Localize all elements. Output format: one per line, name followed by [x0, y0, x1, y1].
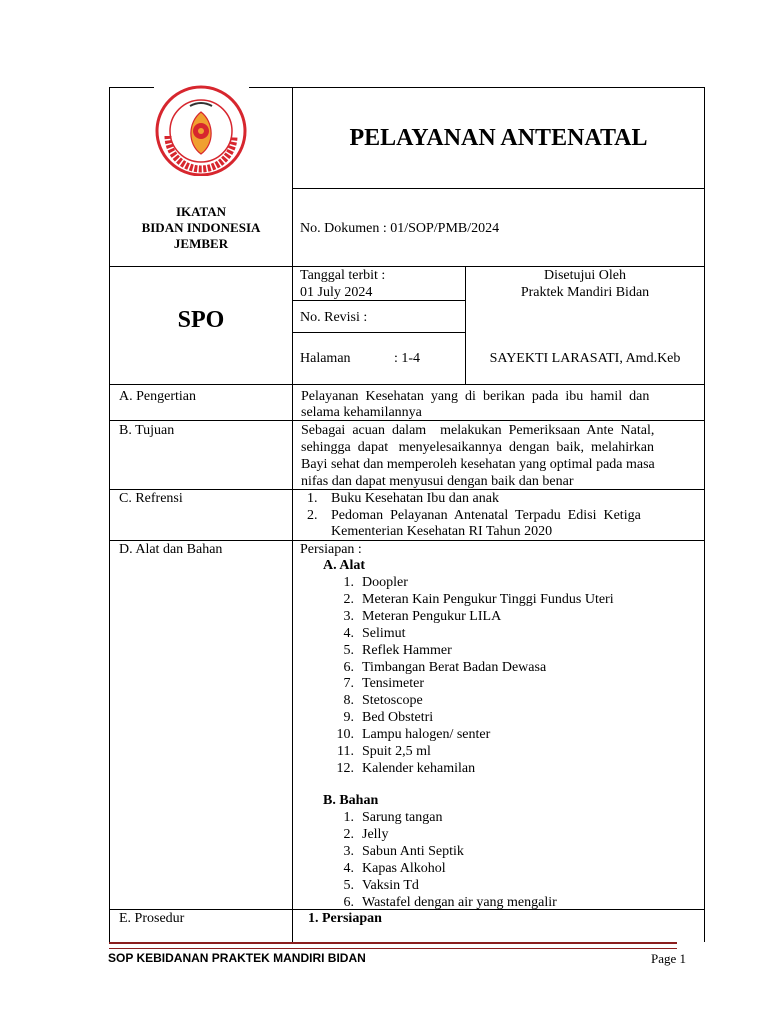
list-item-number: 6. — [343, 894, 354, 910]
list-item — [330, 709, 690, 726]
issue-date-label: Tanggal terbit : — [300, 268, 386, 283]
list-item — [330, 894, 690, 911]
pages-label: Halaman — [300, 351, 351, 366]
preparation-intro: Persiapan : — [300, 542, 362, 557]
org-name-line2: BIDAN INDONESIA — [141, 220, 261, 235]
footer-title: SOP KEBIDANAN PRAKTEK MANDIRI BIDAN — [108, 951, 366, 965]
list-item — [330, 692, 690, 709]
list-item-number: 9. — [343, 710, 354, 726]
section-d-label: D. Alat dan Bahan — [119, 542, 223, 557]
page-title: PELAYANAN ANTENATAL — [349, 125, 648, 151]
list-item — [330, 843, 690, 860]
list-item-number: 1. — [343, 575, 354, 590]
ref-item-1: Buku Kesehatan Ibu dan anak — [331, 491, 499, 506]
list-item — [330, 574, 690, 591]
ibi-logo — [152, 84, 250, 176]
list-item — [330, 877, 690, 894]
section-b-line1: Sebagai acuan dalam melakukan Pemeriksaan Ante Natal, — [301, 423, 655, 438]
list-item-text: Lampu halogen/ senter — [362, 727, 491, 743]
list-item — [330, 675, 690, 692]
section-b-line2: sehingga dapat menyelesaikannya dengan baik, melahirkan — [301, 440, 654, 455]
alat-heading: A. Alat — [323, 558, 365, 573]
section-b-line4: nifas dan dapat menyusui dengan baik dan benar — [301, 474, 574, 489]
section-b-line3: Bayi sehat dan memperoleh kesehatan yang optimal pada masa — [301, 457, 655, 472]
list-item-number: 6. — [343, 659, 354, 675]
list-item — [330, 860, 690, 877]
list-item-text: Tensimeter — [362, 676, 424, 692]
section-e-label: E. Prosedur — [119, 911, 185, 926]
bahan-heading: B. Bahan — [323, 793, 379, 808]
list-item-number: 4. — [343, 860, 354, 876]
list-item — [330, 591, 690, 608]
list-item-number: 4. — [343, 625, 354, 641]
approved-org: Praktek Mandiri Bidan — [520, 285, 650, 300]
ref-item-2: Pedoman Pelayanan Antenatal Terpadu Edisi Ketiga — [331, 508, 641, 523]
section-c-label: C. Refrensi — [119, 491, 183, 506]
list-item — [330, 659, 690, 676]
org-name-line1: IKATAN — [175, 204, 227, 219]
list-item — [330, 625, 690, 642]
list-item-text: Timbangan Berat Badan Dewasa — [362, 659, 547, 675]
list-item-text: Vaksin Td — [362, 877, 419, 893]
list-item-text: Selimut — [362, 625, 406, 641]
list-item-number: 5. — [343, 877, 354, 893]
list-item-text: Bed Obstetri — [362, 710, 434, 726]
list-item-text: Jelly — [362, 826, 389, 842]
list-item — [330, 642, 690, 659]
list-item — [330, 608, 690, 625]
list-item-number: 1. — [343, 810, 354, 825]
list-item — [330, 760, 690, 777]
section-b-label: B. Tujuan — [119, 423, 175, 438]
list-item-number: 7. — [343, 676, 354, 692]
ref-num-2: 2. — [307, 508, 318, 523]
list-item-number: 8. — [343, 693, 354, 709]
list-item-text: Sabun Anti Septik — [362, 843, 464, 859]
procedure-step-1: 1. Persiapan — [308, 911, 382, 926]
list-item-text: Meteran Pengukur LILA — [362, 608, 502, 624]
list-item — [330, 743, 690, 760]
list-item-number: 3. — [343, 843, 354, 859]
list-item-text: Reflek Hammer — [362, 642, 452, 658]
approved-label: Disetujui Oleh — [543, 268, 627, 283]
list-item — [330, 726, 690, 743]
section-a-label: A. Pengertian — [119, 389, 196, 404]
list-item-number: 10. — [336, 727, 354, 743]
list-item-text: Kalender kehamilan — [362, 760, 476, 776]
page-number: Page 1 — [651, 951, 687, 966]
ref-num-1: 1. — [307, 491, 318, 506]
list-item-number: 12. — [336, 760, 354, 776]
ref-item-2-cont: Kementerian Kesehatan RI Tahun 2020 — [331, 524, 553, 539]
list-item-number: 11. — [337, 744, 354, 759]
list-item — [330, 826, 690, 843]
list-item-number: 2. — [343, 591, 354, 607]
list-item-number: 2. — [343, 826, 354, 842]
list-item-text: Stetoscope — [362, 693, 423, 709]
list-item-text: Spuit 2,5 ml — [362, 744, 431, 759]
list-item — [330, 809, 690, 826]
org-name-line3: JEMBER — [173, 236, 229, 251]
issue-date: 01 July 2024 — [300, 285, 373, 300]
doc-number: No. Dokumen : 01/SOP/PMB/2024 — [300, 221, 500, 236]
revision: No. Revisi : — [300, 310, 368, 325]
list-item-number: 3. — [343, 608, 354, 624]
section-a-line1: Pelayanan Kesehatan yang di berikan pada ibu hamil dan — [301, 389, 650, 404]
pages-value: : 1-4 — [394, 351, 421, 366]
spo-label: SPO — [177, 307, 225, 333]
list-item-text: Kapas Alkohol — [362, 860, 446, 876]
list-item-text: Sarung tangan — [362, 810, 443, 825]
section-a-line2: selama kehamilannya — [301, 405, 422, 420]
list-item-text: Wastafel dengan air yang mengalir — [362, 894, 557, 910]
approver-name: SAYEKTI LARASATI, Amd.Keb — [489, 351, 681, 366]
list-item-number: 5. — [343, 642, 354, 658]
footer-rule — [109, 942, 677, 949]
list-item-text: Doopler — [362, 575, 408, 590]
list-item-text: Meteran Kain Pengukur Tinggi Fundus Uteri — [362, 591, 614, 607]
